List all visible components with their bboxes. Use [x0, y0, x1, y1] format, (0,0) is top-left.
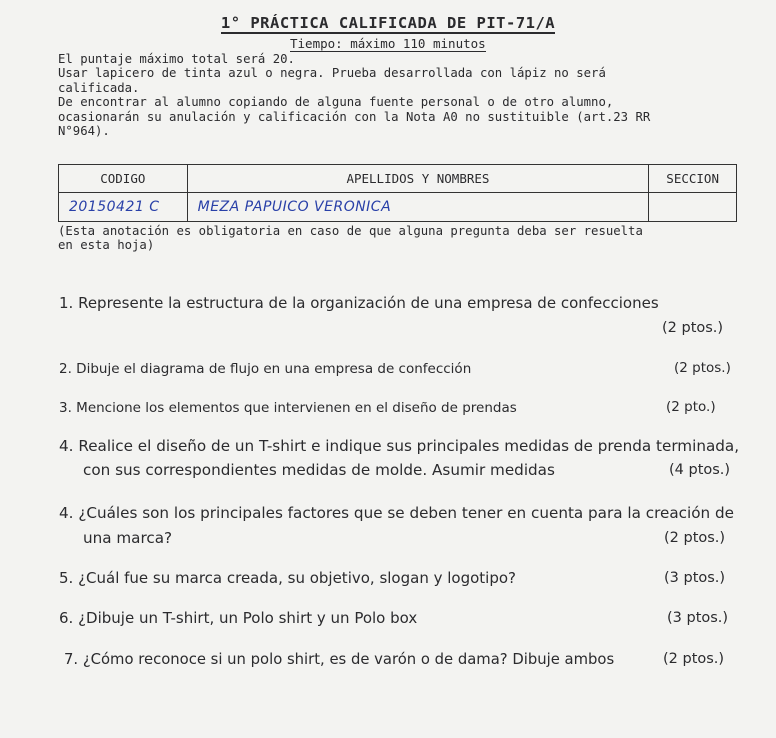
question-4-points: (4 ptos.) [669, 462, 731, 478]
section-header: SECCION [649, 165, 737, 193]
question-5-line-2: una marca? [83, 529, 173, 547]
exam-title: 1° PRÁCTICA CALIFICADA DE PIT-71/A [220, 14, 556, 32]
question-1-points: (2 ptos.) [662, 320, 724, 336]
question-1: 1. Represente la estructura de la organización de una empresa de confecciones [59, 294, 659, 312]
question-3-points: (2 pto.) [666, 399, 716, 415]
student-code[interactable]: 20150421 C [59, 193, 188, 222]
question-2-points: (2 ptos.) [674, 360, 731, 376]
table-note: (Esta anotación es obligatoria en caso de que alguna pregunta deba ser resuelta en esta hoja) [58, 224, 643, 253]
table-row [59, 193, 737, 222]
exam-instructions: El puntaje máximo total será 20. Usar lapicero de tinta azul o negra. Prueba desarrollada con lápiz no será calificada. De encontrar al alumno copiando de alguna fuente personal o de otro alumno, ocasionarán su anulación y calificación con la Nota A0 no sustituible (art.23 RR N°964). [58, 52, 651, 139]
question-4-line-2: con sus correspondientes medidas de molde. Asumir medidas [83, 461, 555, 479]
time-limit: Tiempo: máximo 110 minutos [290, 36, 486, 51]
question-7: 6. ¿Dibuje un T-shirt, un Polo shirt y un Polo box [59, 609, 418, 627]
question-2: 2. Dibuje el diagrama de flujo en una empresa de confección [59, 361, 472, 377]
code-header: CODIGO [59, 165, 188, 193]
question-3: 3. Mencione los elementos que intervienen en el diseño de prendas [59, 400, 517, 416]
question-8-points: (2 ptos.) [663, 651, 725, 667]
question-6-points: (3 ptos.) [664, 570, 726, 586]
table-header-row [59, 165, 737, 193]
student-name[interactable]: MEZA PAPUICO VERONICA [187, 193, 649, 222]
name-header: APELLIDOS Y NOMBRES [187, 165, 649, 193]
question-4: 4. Realice el diseño de un T-shirt e indique sus principales medidas de prenda terminada, [59, 437, 740, 455]
question-7-points: (3 ptos.) [667, 610, 729, 626]
question-5: 4. ¿Cuáles son los principales factores que se deben tener en cuenta para la creación de [59, 504, 734, 522]
student-info-table [58, 164, 737, 222]
question-8: 7. ¿Cómo reconoce si un polo shirt, es de varón o de dama? Dibuje ambos [64, 651, 615, 668]
question-6: 5. ¿Cuál fue su marca creada, su objetivo, slogan y logotipo? [59, 569, 516, 587]
student-section[interactable] [649, 193, 737, 222]
question-5-points: (2 ptos.) [664, 530, 726, 546]
